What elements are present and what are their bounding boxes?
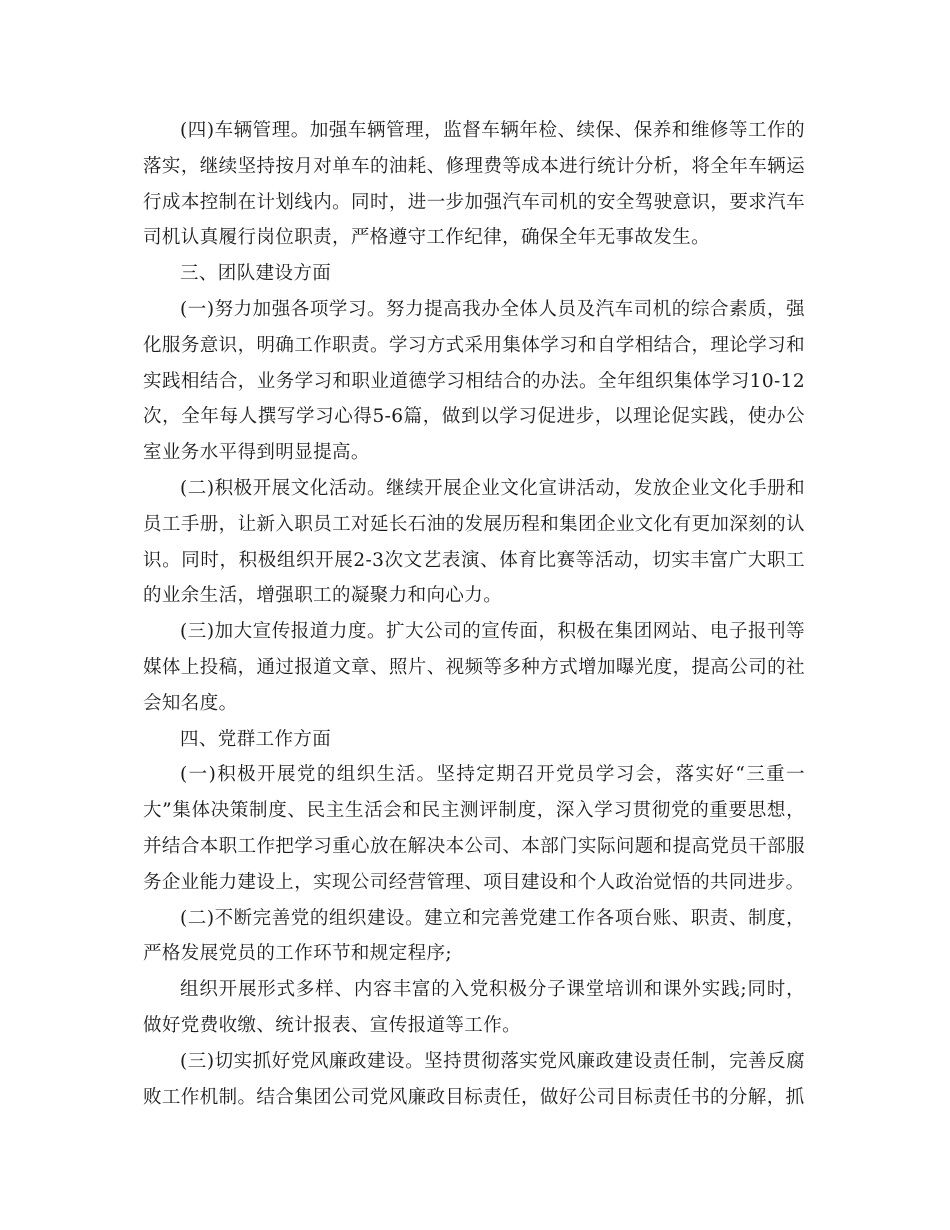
paragraph-training: 组织开展形式多样、内容丰富的入党积极分子课堂培训和课外实践;同时，做好党费收缴、统计报表、宣传报道等工作。 bbox=[143, 979, 805, 1036]
section-heading-party-work: 四、党群工作方面 bbox=[180, 728, 332, 750]
paragraph-publicity: (三)加大宣传报道力度。扩大公司的宣传面，积极在集团网站、电子报刊等媒体上投稿，通过报道文章、照片、视频等多种方式增加曝光度，提高公司的社会知名度。 bbox=[143, 621, 805, 714]
document-body bbox=[143, 113, 805, 1115]
paragraph-clean-governance: (三)切实抓好党风廉政建设。坚持贯彻落实党风廉政建设责任制，完善反腐败工作机制。结合集团公司党风廉政目标责任，做好公司目标责任书的分解，抓 bbox=[143, 1050, 805, 1108]
paragraph-party-life: (一)积极开展党的组织生活。坚持定期召开党员学习会，落实好“三重一大”集体决策制度、民主生活会和民主测评制度，深入学习贯彻党的重要思想，并结合本职工作把学习重心放在解决本公司、本部门实际问题和提高党员干部服务企业能力建设上，实现公司经营管理、项目建设和个人政治觉悟的共同进步。 bbox=[143, 764, 805, 893]
paragraph-vehicle-management: (四)车辆管理。加强车辆管理，监督车辆年检、续保、保养和维修等工作的落实，继续坚持按月对单车的油耗、修理费等成本进行统计分析，将全年车辆运行成本控制在计划线内。同时，进一步加强汽车司机的安全驾驶意识，要求汽车司机认真履行岗位职责，严格遵守工作纪律，确保全年无事故发生。 bbox=[143, 120, 805, 249]
paragraph-study: (一)努力加强各项学习。努力提高我办全体人员及汽车司机的综合素质，强化服务意识，明确工作职责。学习方式采用集体学习和自学相结合，理论学习和实践相结合，业务学习和职业道德学习相结合的办法。全年组织集体学习10-12次，全年每人撰写学习心得5-6篇，做到以学习促进步，以理论促实践，使办公室业务水平得到明显提高。 bbox=[143, 298, 805, 464]
paragraph-culture-activities: (二)积极开展文化活动。继续开展企业文化宣讲活动，发放企业文化手册和员工手册，让新入职员工对延长石油的发展历程和集团企业文化有更加深刻的认识。同时，积极组织开展2-3次文艺表演、体育比赛等活动，切实丰富广大职工的业余生活，增强职工的凝聚力和向心力。 bbox=[143, 477, 805, 607]
paragraph-party-organization: (二)不断完善党的组织建设。建立和完善党建工作各项台账、职责、制度，严格发展党员的工作环节和规定程序; bbox=[143, 907, 805, 965]
section-heading-team-building: 三、团队建设方面 bbox=[180, 263, 332, 285]
